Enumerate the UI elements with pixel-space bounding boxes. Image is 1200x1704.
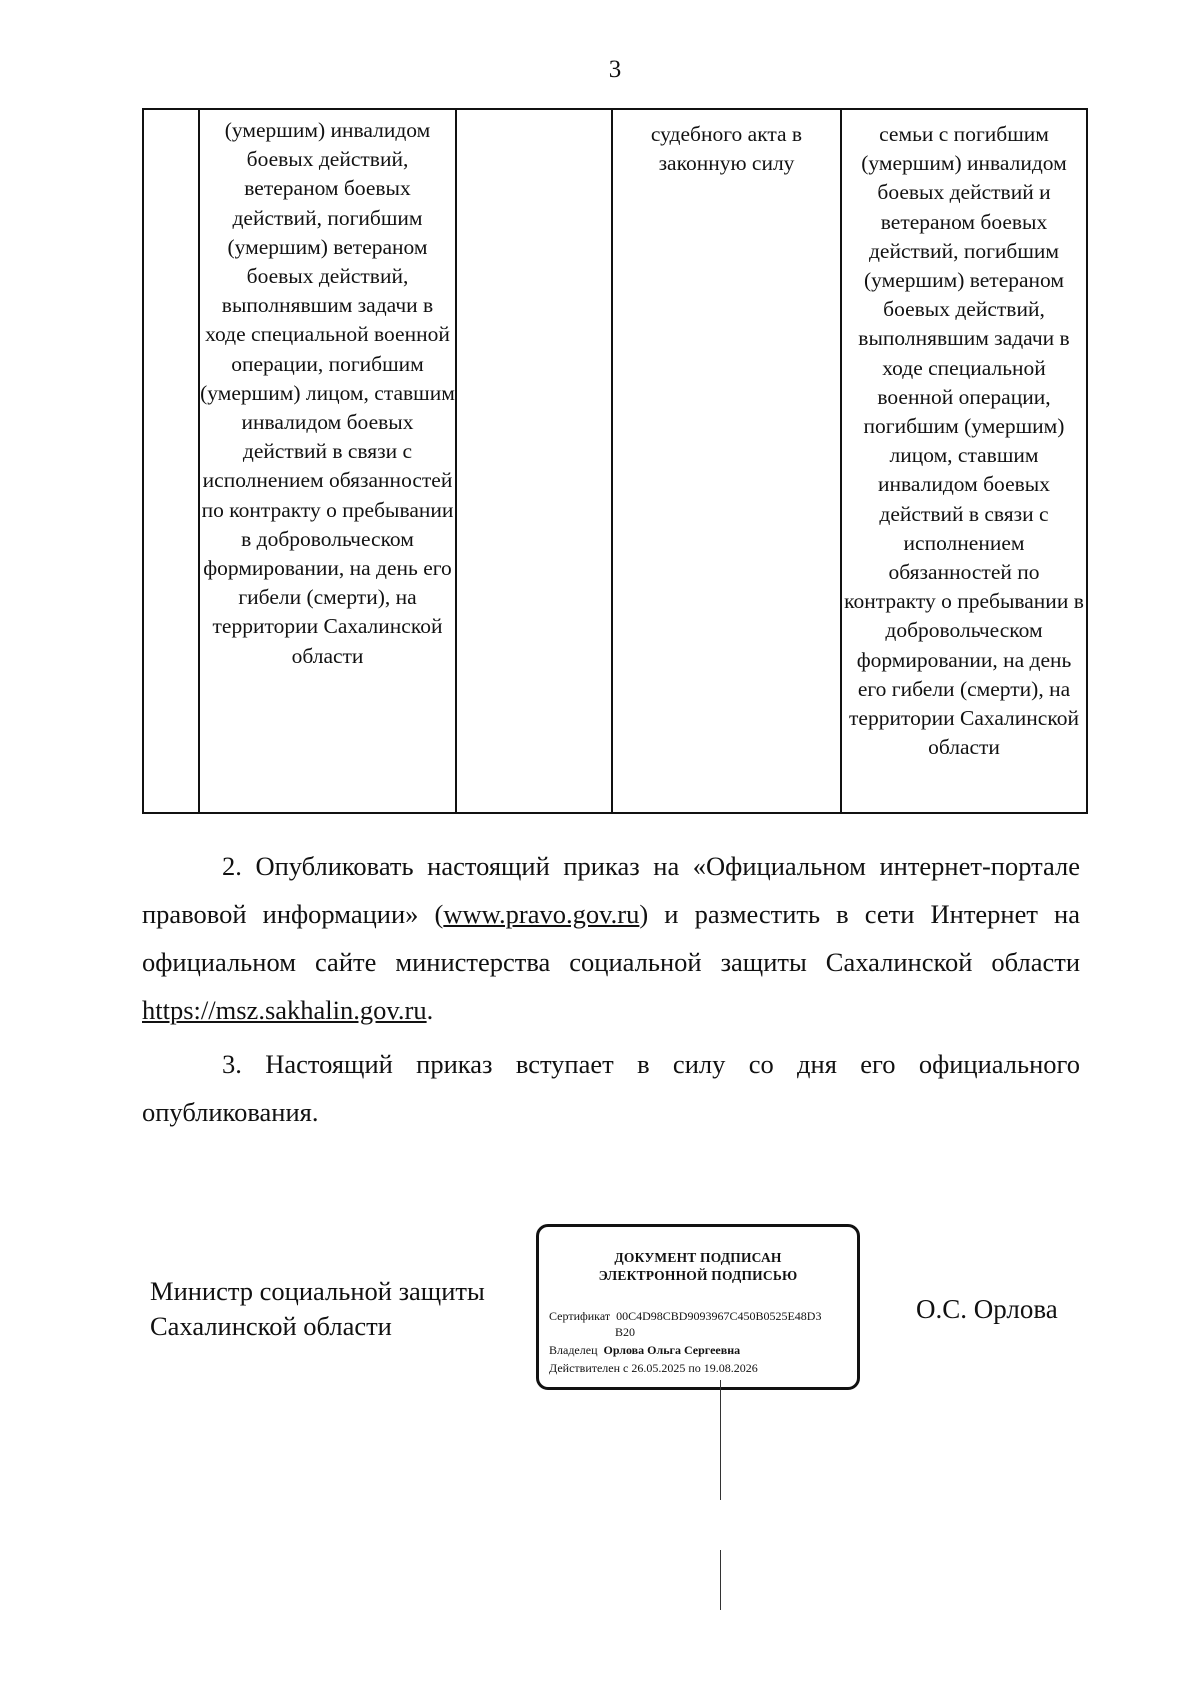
category-text: (умершим) инвалидом боевых действий, ветераном боевых действий, погибшим (умершим) ветераном боевых действий, выполнявшим задачи в ходе специальной военной операции, погибшим (умершим) лицом, ставшим инвалидом боевых действий в связи с исполнением обязанностей по контракту о пребывании в добровольческом формировании, на день его гибели (смерти), на территории Сахалинской области <box>200 118 455 668</box>
owner-value: Орлова Ольга Сергеевна <box>603 1343 741 1357</box>
scan-artifact-line <box>720 1550 721 1610</box>
pravo-link[interactable]: www.pravo.gov.ru <box>443 899 640 929</box>
table-cell-recipients <box>841 109 1087 813</box>
table-row <box>143 109 1087 813</box>
stamp-validity: Действителен с 26.05.2025 по 19.08.2026 <box>549 1361 758 1375</box>
stamp-heading <box>539 1249 857 1285</box>
stamp-heading-line2: ЭЛЕКТРОННОЙ ПОДПИСЬЮ <box>598 1268 798 1283</box>
signer-name: О.С. Орлова <box>916 1294 1058 1324</box>
term-text: судебного акта в законную силу <box>650 122 803 176</box>
stamp-owner <box>549 1343 740 1358</box>
table-cell-empty <box>456 109 612 813</box>
msz-link[interactable]: https://msz.sakhalin.gov.ru <box>142 995 427 1025</box>
owner-label: Владелец <box>549 1343 598 1357</box>
recipients-text: семьи с погибшим (умершим) инвалидом боевых действий и ветераном боевых действий, погибшим (умершим) ветераном боевых действий, выполнявшим задачи в ходе специальной военной операции, погибшим (умершим) лицом, ставшим инвалидом боевых действий в связи с исполнением обязанностей по контракту о пребывании в добровольческом формировании, на день его гибели (смерти), на территории Сахалинской области <box>844 122 1084 760</box>
paragraph-3 <box>142 1040 1080 1136</box>
certificate-label: Сертификат <box>549 1309 611 1323</box>
signer-title-line2: Сахалинской области <box>150 1311 392 1341</box>
signer-title <box>150 1274 485 1344</box>
stamp-certificate <box>549 1309 821 1324</box>
paragraph-2-text-c: . <box>426 995 434 1025</box>
paragraph-3-text: 3. Настоящий приказ вступает в силу со дня его официального опубликования. <box>142 1049 1080 1127</box>
paragraph-2 <box>142 842 1080 1034</box>
table-cell-number <box>143 109 199 813</box>
table-cell-term <box>612 109 841 813</box>
signer-title-line1: Министр социальной защиты <box>150 1276 485 1306</box>
electronic-signature-stamp <box>536 1224 860 1390</box>
stamp-heading-line1: ДОКУМЕНТ ПОДПИСАН <box>614 1250 782 1265</box>
table-cell-category <box>199 109 456 813</box>
stamp-certificate-cont: B20 <box>615 1325 636 1339</box>
paragraph-2-text-a: 2. Опубликовать настоящий приказ на «Официальном интернет-портале правовой информации» ( <box>142 851 1080 929</box>
paragraph-2-text-b: ) и разместить в сети Интернет на официальном сайте министерства социальной защиты Сахалинской области <box>142 899 1081 977</box>
page-number: 3 <box>608 56 622 83</box>
certificate-value: 00C4D98CBD9093967C450B0525E48D3 <box>616 1309 822 1323</box>
scan-artifact-line <box>720 1380 721 1500</box>
continuation-table <box>142 108 1088 814</box>
